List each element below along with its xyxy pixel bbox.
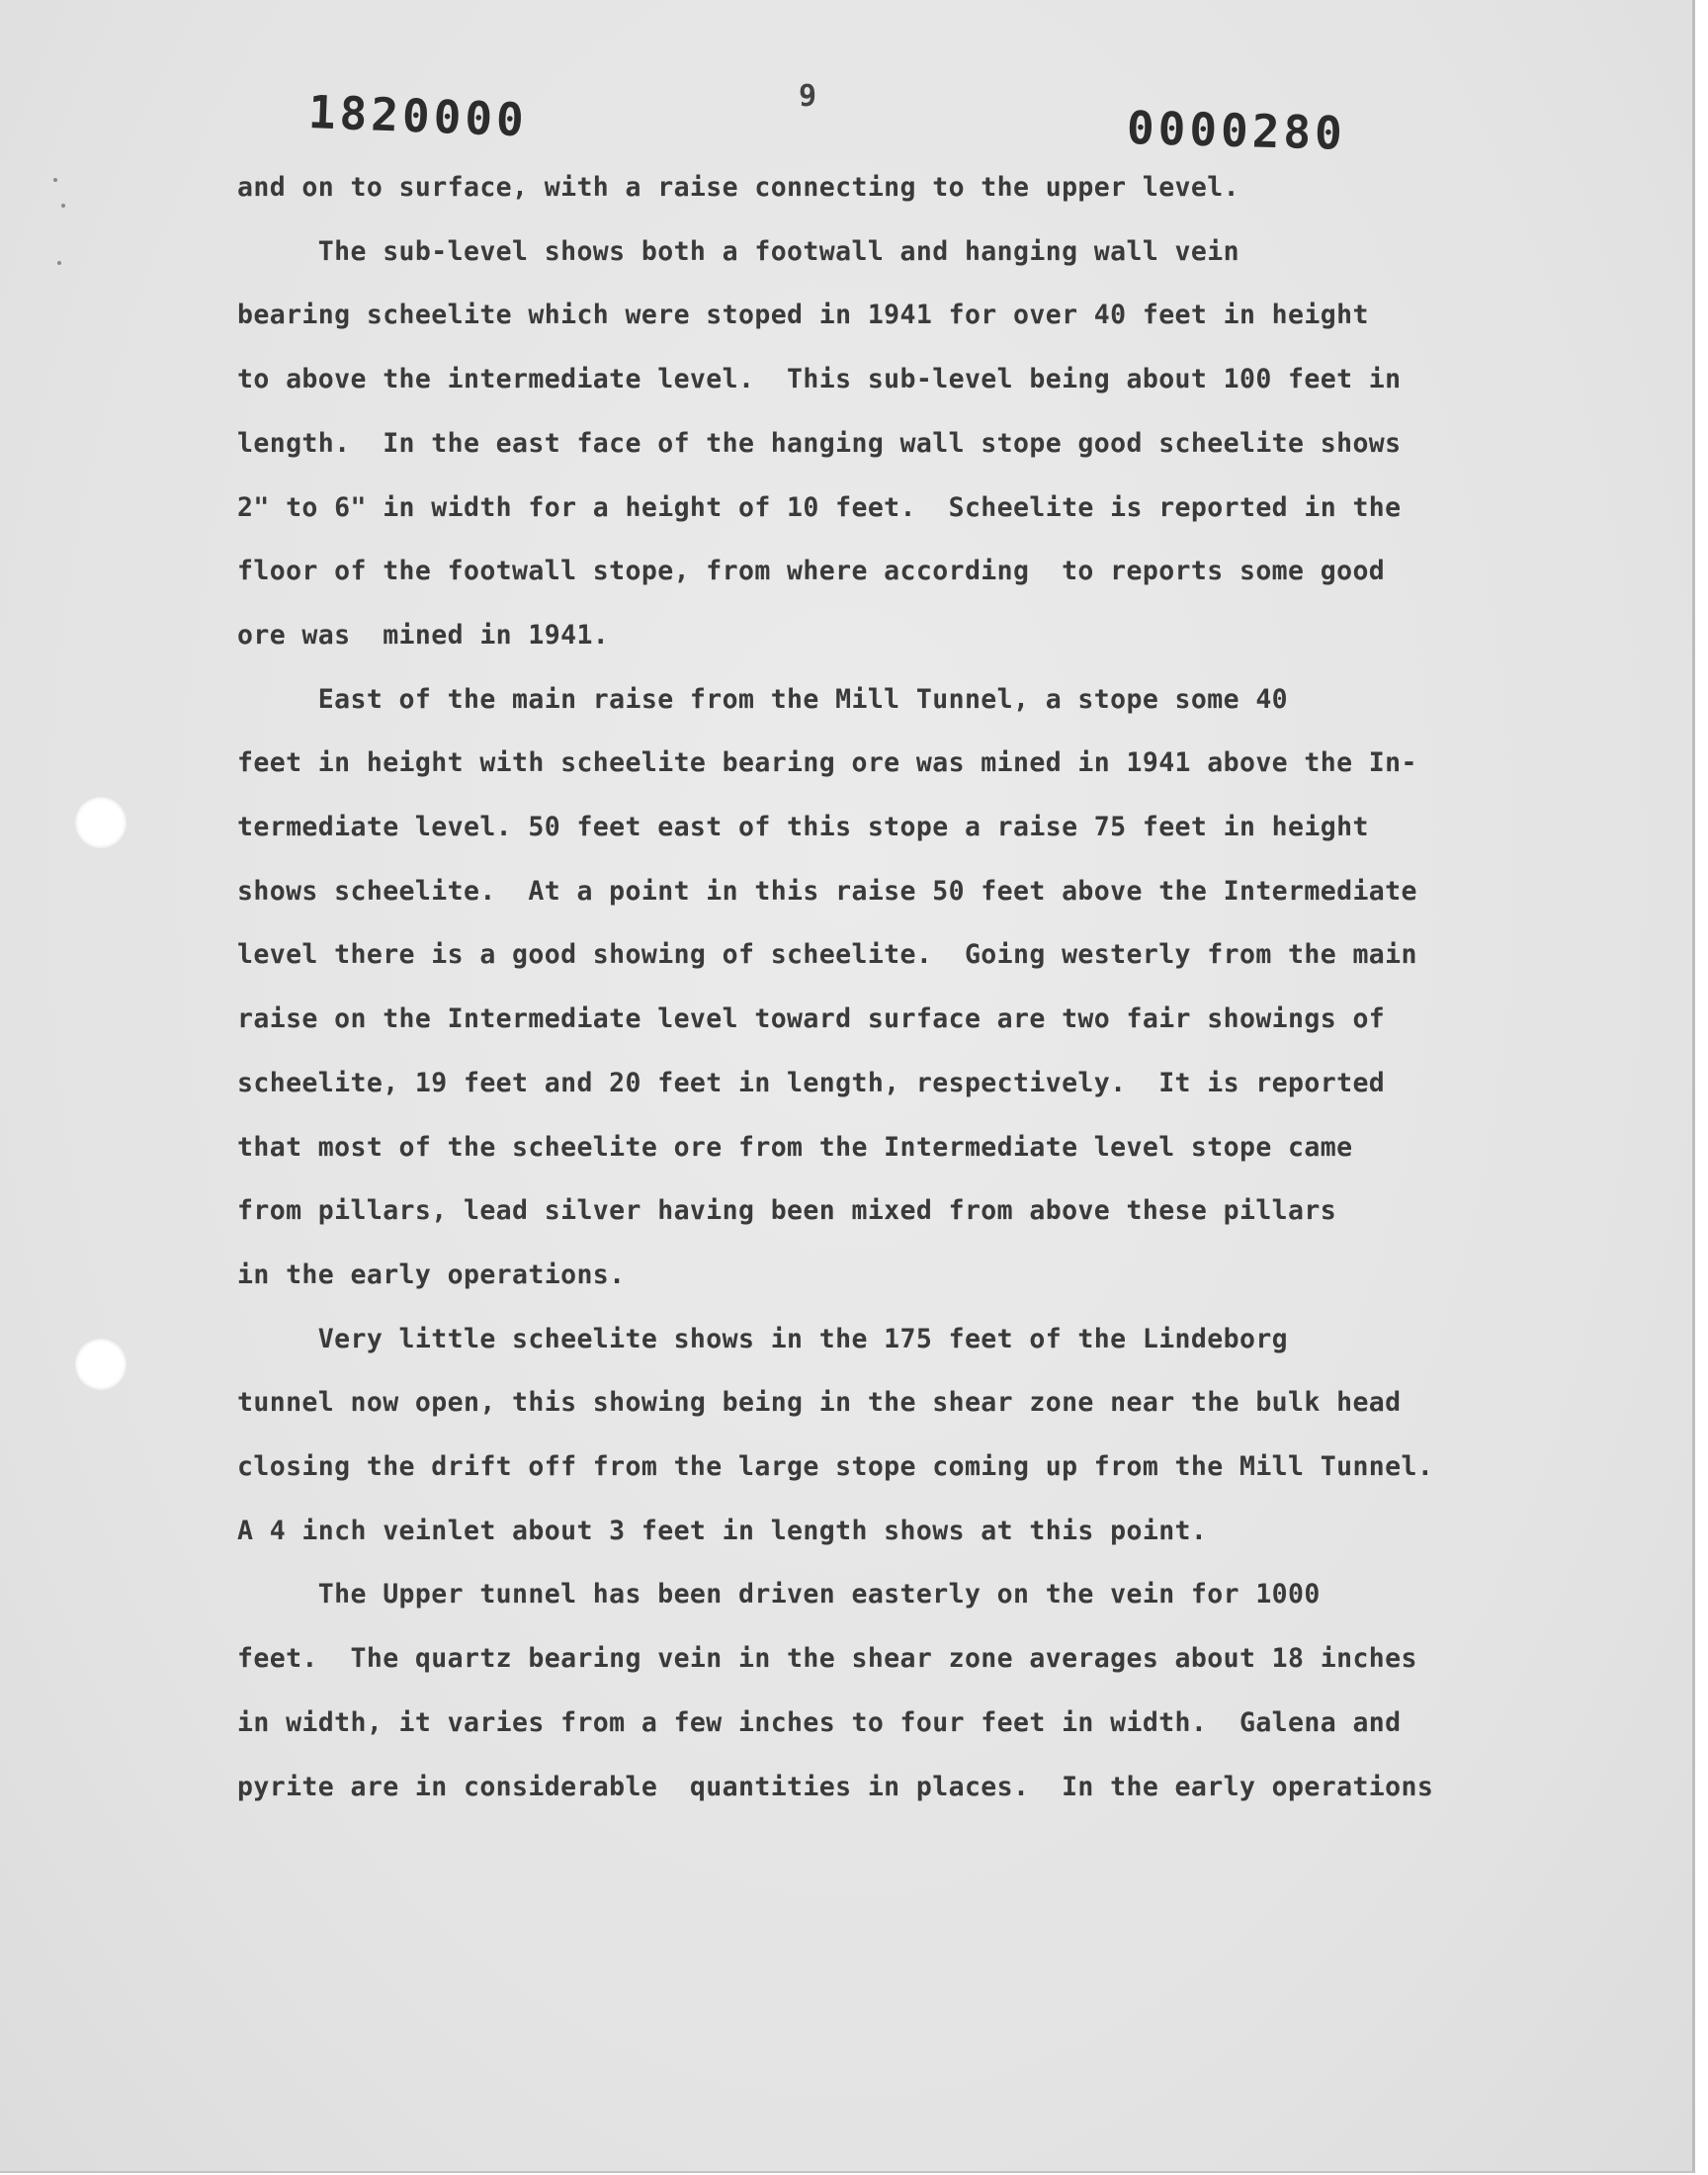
- text-line: The Upper tunnel has been driven easterly on the vein for 1000: [237, 1579, 1321, 1610]
- text-line: closing the drift off from the large stope coming up from the Mill Tunnel.: [237, 1451, 1434, 1482]
- punch-hole: [75, 1339, 127, 1390]
- text-line: feet. The quartz bearing vein in the shear zone averages about 18 inches: [237, 1643, 1417, 1675]
- text-line: in width, it varies from a few inches to four feet in width. Galena and: [237, 1706, 1402, 1738]
- text-line: that most of the scheelite ore from the Intermediate level stope came: [237, 1131, 1353, 1163]
- text-line: The sub-level shows both a footwall and hanging wall vein: [237, 235, 1239, 267]
- text-line: and on to surface, with a raise connecting to the upper level.: [237, 172, 1239, 203]
- paper-speck: [57, 261, 61, 265]
- page-number: 9: [799, 79, 817, 114]
- text-line: A 4 inch veinlet about 3 feet in length shows at this point.: [237, 1515, 1208, 1546]
- text-line: East of the main raise from the Mill Tunnel, a stope some 40: [237, 683, 1289, 715]
- text-line: level there is a good showing of scheelite. Going westerly from the main: [237, 939, 1417, 971]
- text-line: tunnel now open, this showing being in the shear zone near the bulk head: [237, 1387, 1402, 1419]
- text-line: shows scheelite. At a point in this raise 50 feet above the Intermediate: [237, 875, 1417, 907]
- text-line: Very little scheelite shows in the 175 feet of the Lindeborg: [237, 1323, 1289, 1354]
- punch-hole: [75, 797, 127, 848]
- text-line: from pillars, lead silver having been mixed from above these pillars: [237, 1195, 1337, 1227]
- document-number-stamp-right: 0000280: [1126, 101, 1347, 160]
- text-line: ore was mined in 1941.: [237, 619, 610, 651]
- text-line: feet in height with scheelite bearing ore was mined in 1941 above the In-: [237, 747, 1417, 779]
- document-number-stamp-left: 1820000: [306, 85, 529, 147]
- text-line: 2" to 6" in width for a height of 10 feet. Scheelite is reported in the: [237, 491, 1402, 523]
- text-line: in the early operations.: [237, 1259, 626, 1290]
- text-line: length. In the east face of the hanging wall stope good scheelite shows: [237, 427, 1402, 459]
- text-line: raise on the Intermediate level toward surface are two fair showings of: [237, 1003, 1386, 1035]
- text-line: pyrite are in considerable quantities in places. In the early operations: [237, 1771, 1434, 1802]
- text-line: scheelite, 19 feet and 20 feet in length, respectively. It is reported: [237, 1067, 1386, 1098]
- text-line: termediate level. 50 feet east of this stope a raise 75 feet in height: [237, 812, 1369, 842]
- text-line: to above the intermediate level. This sub-level being about 100 feet in: [237, 364, 1402, 395]
- paper-speck: [61, 204, 65, 208]
- text-line: floor of the footwall stope, from where according to reports some good: [237, 556, 1386, 587]
- paper-speck: [53, 178, 57, 182]
- text-line: bearing scheelite which were stoped in 1941 for over 40 feet in height: [237, 300, 1369, 331]
